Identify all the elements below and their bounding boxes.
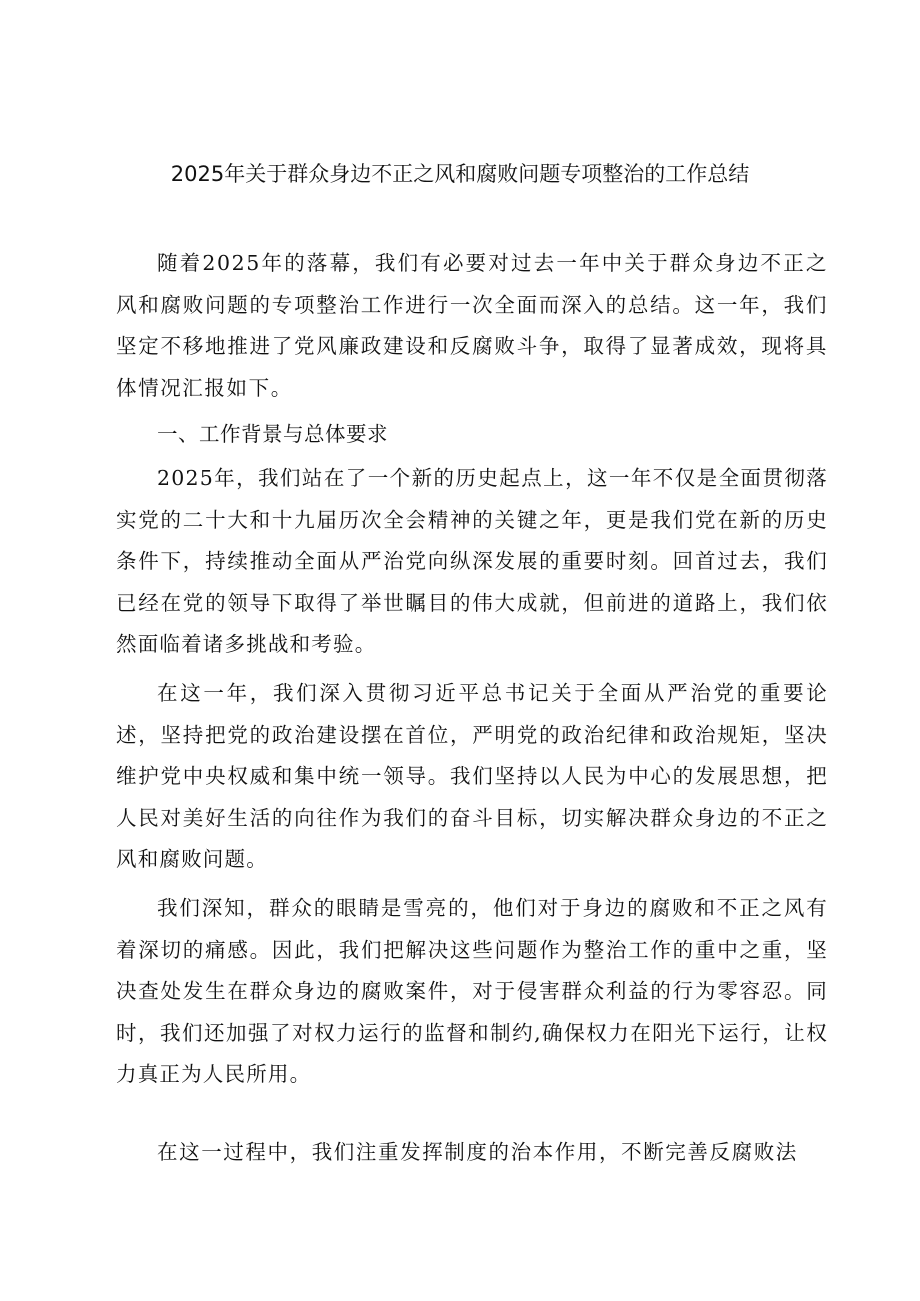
section-heading: 一、工作背景与总体要求	[157, 422, 388, 446]
paragraph-system: 在这一过程中，我们注重发挥制度的治本作用，不断完善反腐败法	[157, 1140, 798, 1164]
paragraph-focus: 我们深知，群众的眼睛是雪亮的，他们对于身边的腐败和不正之风有着深切的痛感。因此，我们把解决这些问题作为整治工作的重中之重，坚决查处发生在群众身边的腐败案件，对于侵害群众利益的行为零容忍。同时，我们还加强了对权力运行的监督和制约,确保权力在阳光下运行，让权力真正为人民所用。	[116, 896, 828, 1086]
paragraph-background: 2025年，我们站在了一个新的历史起点上，这一年不仅是全面贯彻落实党的二十大和十九届历次全会精神的关键之年，更是我们党在新的历史条件下，持续推动全面从严治党向纵深发展的重要时刻。回首过去，我们已经在党的领导下取得了举世瞩目的伟大成就，但前进的道路上，我们依然面临着诸多挑战和考验。	[116, 466, 828, 656]
paragraph-intro: 随着2025年的落幕，我们有必要对过去一年中关于群众身边不正之风和腐败问题的专项整治工作进行一次全面而深入的总结。这一年，我们坚定不移地推进了党风廉政建设和反腐败斗争，取得了显著成效，现将具体情况汇报如下。	[116, 251, 828, 400]
paragraph-requirements: 在这一年，我们深入贯彻习近平总书记关于全面从严治党的重要论述，坚持把党的政治建设摆在首位，严明党的政治纪律和政治规矩，坚决维护党中央权威和集中统一领导。我们坚持以人民为中心的发展思想，把人民对美好生活的向往作为我们的奋斗目标，切实解决群众身边的不正之风和腐败问题。	[116, 681, 828, 871]
document-title: 2025年关于群众身边不正之风和腐败问题专项整治的工作总结	[170, 162, 750, 186]
